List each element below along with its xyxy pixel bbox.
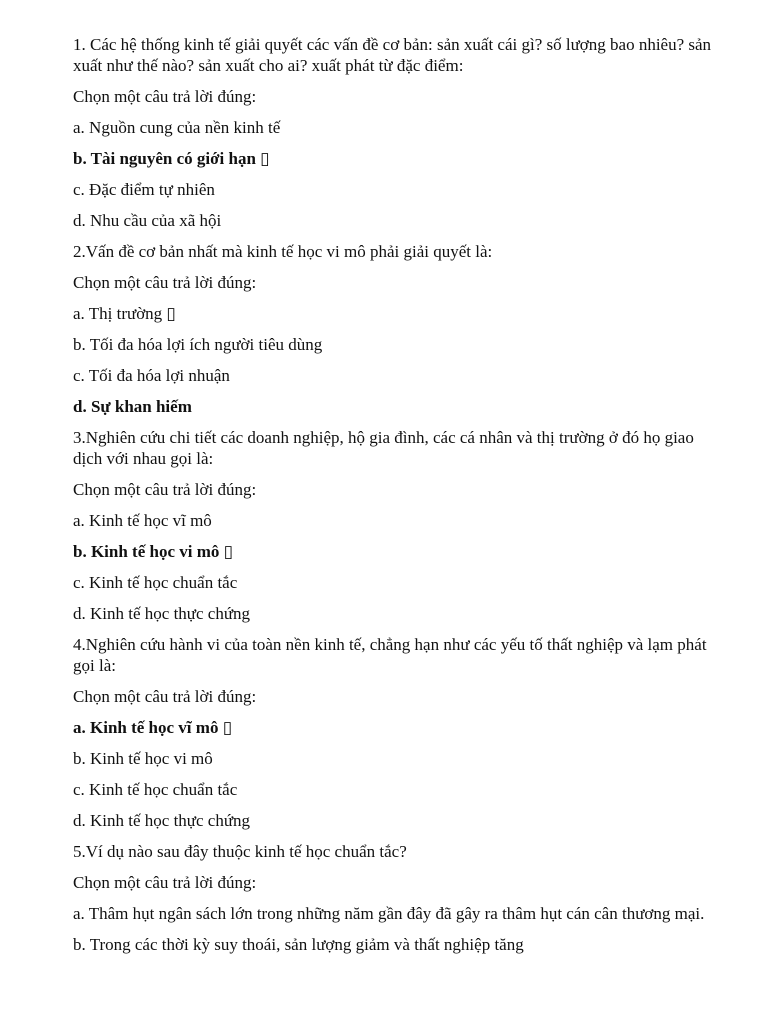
question-5-text: 5.Ví dụ nào sau đây thuộc kinh tế học chuẩn tắc?	[73, 842, 407, 861]
question-3-option-b: b. Kinh tế học vi mô ▯	[73, 542, 234, 561]
question-3-prompt: Chọn một câu trả lời đúng:	[73, 480, 257, 499]
question-4-option-a: a. Kinh tế học vĩ mô ▯	[73, 718, 233, 737]
question-4-option-c: c. Kinh tế học chuẩn tắc	[73, 780, 238, 799]
question-2-text: 2.Vấn đề cơ bản nhất mà kinh tế học vi mô phải giải quyết là:	[73, 242, 493, 261]
question-4-prompt: Chọn một câu trả lời đúng:	[73, 687, 257, 706]
question-2-option-d: d. Sự khan hiếm	[73, 397, 192, 416]
question-1-option-c: c. Đặc điểm tự nhiên	[73, 180, 215, 199]
question-3-option-d: d. Kinh tế học thực chứng	[73, 604, 251, 623]
question-3-option-a: a. Kinh tế học vĩ mô	[73, 511, 212, 530]
question-5-option-a: a. Thâm hụt ngân sách lớn trong những năm gần đây đã gây ra thâm hụt cán cân thương mại.	[73, 904, 705, 923]
question-1-option-a: a. Nguồn cung của nền kinh tế	[73, 118, 281, 137]
question-1-option-d: d. Nhu cầu của xã hội	[73, 211, 222, 230]
question-2-option-b: b. Tối đa hóa lợi ích người tiêu dùng	[73, 335, 323, 354]
question-3-text: 3.Nghiên cứu chi tiết các doanh nghiệp, hộ gia đình, các cá nhân và thị trường ở đó họ giao dịch với nhau gọi là:	[73, 428, 699, 468]
question-2-prompt: Chọn một câu trả lời đúng:	[73, 273, 257, 292]
question-1-text: 1. Các hệ thống kinh tế giải quyết các vấn đề cơ bản: sản xuất cái gì? số lượng bao nhiêu? sản xuất như thế nào? sản xuất cho ai? xuất phát từ đặc điểm:	[73, 35, 716, 75]
question-4-option-d: d. Kinh tế học thực chứng	[73, 811, 251, 830]
question-2-option-a: a. Thị trường ▯	[73, 304, 176, 323]
question-5-prompt: Chọn một câu trả lời đúng:	[73, 873, 257, 892]
question-4-text: 4.Nghiên cứu hành vi của toàn nền kinh tế, chẳng hạn như các yếu tố thất nghiệp và lạm phát gọi là:	[73, 635, 711, 675]
question-5-option-b: b. Trong các thời kỳ suy thoái, sản lượng giảm và thất nghiệp tăng	[73, 935, 524, 954]
question-4-option-b: b. Kinh tế học vi mô	[73, 749, 213, 768]
question-1-prompt: Chọn một câu trả lời đúng:	[73, 87, 257, 106]
question-2-option-c: c. Tối đa hóa lợi nhuận	[73, 366, 230, 385]
document-body	[73, 34, 723, 965]
question-3-option-c: c. Kinh tế học chuẩn tắc	[73, 573, 238, 592]
question-1-option-b: b. Tài nguyên có giới hạn ▯	[73, 149, 270, 168]
